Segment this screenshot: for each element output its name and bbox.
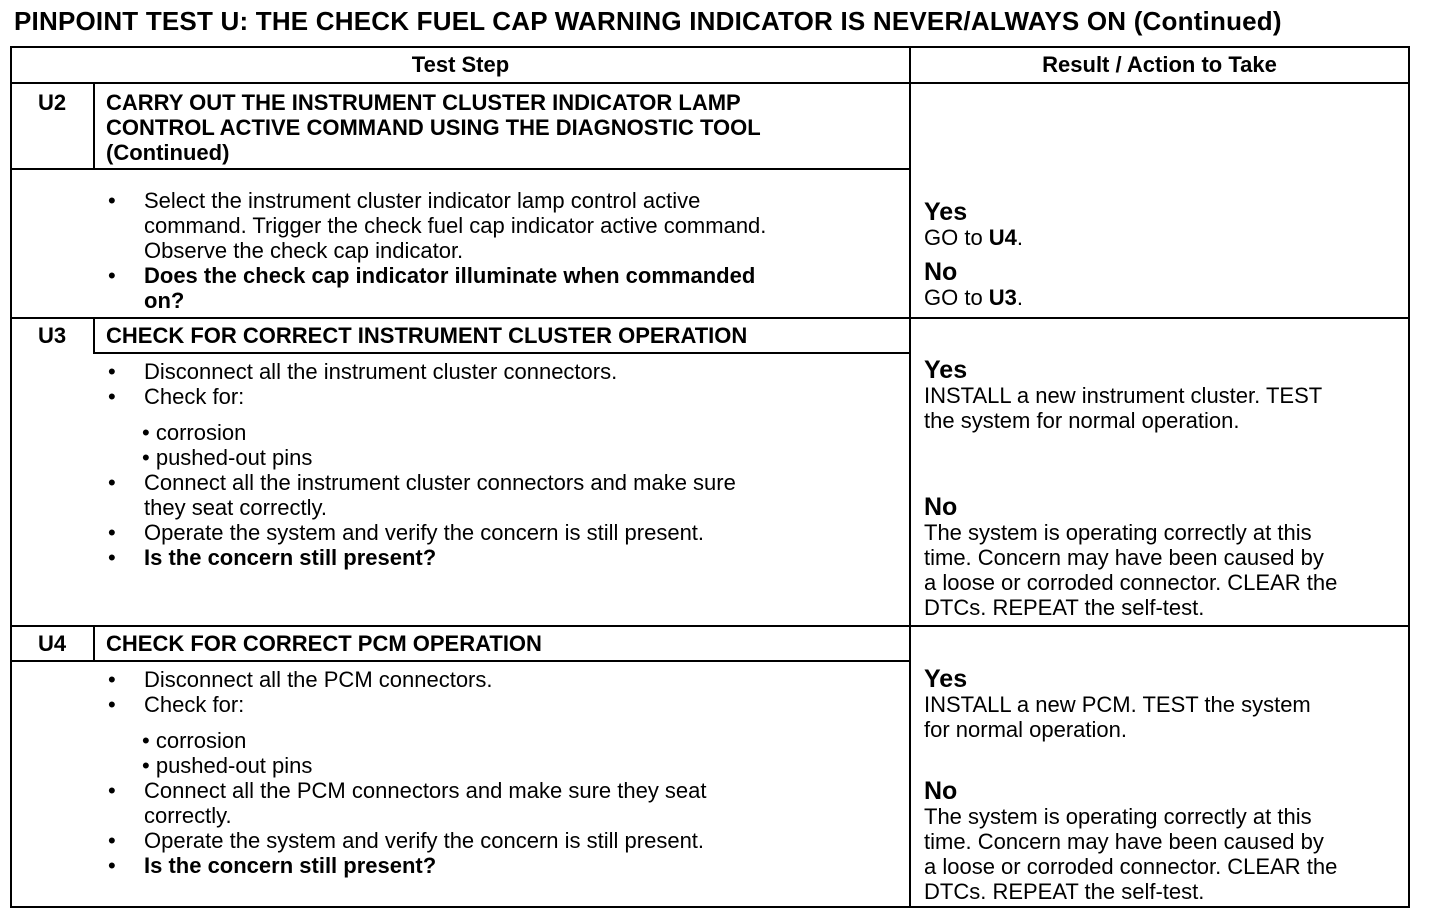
bullet: • <box>108 778 116 803</box>
u3-bullet-4: Operate the system and verify the concern is still present. <box>144 520 705 545</box>
u3-bullet-3: Connect all the instrument cluster connectors and make sure they seat correctly. <box>144 470 736 520</box>
u4-result-yes: Yes INSTALL a new PCM. TEST the system for normal operation. <box>924 666 1412 742</box>
u2-bullet-1: Select the instrument cluster indicator lamp control active command. Trigger the check fuel cap indicator active command. Observe the check cap indicator. <box>144 188 767 263</box>
step-heading-u3: CHECK FOR CORRECT INSTRUMENT CLUSTER OPERATION <box>106 323 748 348</box>
u4-id-divider <box>93 627 95 662</box>
yes-label: Yes <box>924 198 968 226</box>
u4-question: Is the concern still present? <box>144 853 437 878</box>
u4-bullet-4: Operate the system and verify the concern is still present. <box>144 828 705 853</box>
bullet: • <box>108 828 116 853</box>
bullet: • <box>108 384 116 409</box>
column-divider <box>909 48 911 906</box>
row-divider-u4 <box>12 625 1408 627</box>
bullet: • <box>108 359 116 384</box>
u3-heading-divider <box>94 352 909 354</box>
step-id-u2: U2 <box>37 90 67 115</box>
header-divider <box>12 82 1408 84</box>
u2-heading-divider <box>12 168 909 170</box>
u3-sub-2: • pushed-out pins <box>142 445 313 470</box>
header-result: Result / Action to Take <box>1042 52 1277 77</box>
u3-result-no: No The system is operating correctly at this time. Concern may have been caused by a loose or corroded connector. CLEAR the DTCs. REPEAT the self-test. <box>924 494 1412 620</box>
no-label: No <box>924 493 958 521</box>
yes-label: Yes <box>924 356 968 384</box>
bullet: • <box>108 520 116 545</box>
bullet: • <box>108 188 116 213</box>
u3-bullet-2: Check for: <box>144 384 245 409</box>
u4-bullet-3: Connect all the PCM connectors and make sure they seat correctly. <box>144 778 707 828</box>
u4-bullet-2: Check for: <box>144 692 245 717</box>
u3-result-yes: Yes INSTALL a new instrument cluster. TEST the system for normal operation. <box>924 357 1412 433</box>
goto-u4-link: U4 <box>988 225 1017 250</box>
u3-bullet-1: Disconnect all the instrument cluster connectors. <box>144 359 618 384</box>
u4-heading-divider <box>12 660 909 662</box>
bullet: • <box>108 667 116 692</box>
step-heading-u2: CARRY OUT THE INSTRUMENT CLUSTER INDICATOR LAMP CONTROL ACTIVE COMMAND USING THE DIAGNOSTIC TOOL (Continued) <box>106 90 761 165</box>
bullet: • <box>108 263 116 288</box>
step-id-u4: U4 <box>37 631 67 656</box>
u2-bullet-2-question: Does the check cap indicator illuminate when commanded on? <box>144 263 756 313</box>
pinpoint-test-table <box>10 46 1410 908</box>
u4-sub-2: • pushed-out pins <box>142 753 313 778</box>
step-heading-u4: CHECK FOR CORRECT PCM OPERATION <box>106 631 542 656</box>
yes-label: Yes <box>924 665 968 693</box>
u2-result: Yes GO to U4. No GO to U3. <box>924 199 1412 310</box>
goto-u3-link: U3 <box>988 285 1017 310</box>
u4-bullet-1: Disconnect all the PCM connectors. <box>144 667 493 692</box>
no-label: No <box>924 258 958 286</box>
page-title: PINPOINT TEST U: THE CHECK FUEL CAP WARNING INDICATOR IS NEVER/ALWAYS ON (Continued) <box>14 6 1282 36</box>
header-test-step: Test Step <box>411 52 510 77</box>
bullet: • <box>108 545 116 570</box>
u4-sub-1: • corrosion <box>142 728 247 753</box>
bullet: • <box>108 470 116 495</box>
u3-sub-1: • corrosion <box>142 420 247 445</box>
row-divider-u3 <box>12 317 1408 319</box>
bullet: • <box>108 853 116 878</box>
u4-result-no: No The system is operating correctly at this time. Concern may have been caused by a loose or corroded connector. CLEAR the DTCs. REPEAT the self-test. <box>924 778 1412 904</box>
step-id-u3: U3 <box>37 323 67 348</box>
bullet: • <box>108 692 116 717</box>
no-label: No <box>924 777 958 805</box>
u3-question: Is the concern still present? <box>144 545 437 570</box>
u3-id-divider <box>93 319 95 354</box>
u2-id-divider <box>93 84 95 170</box>
